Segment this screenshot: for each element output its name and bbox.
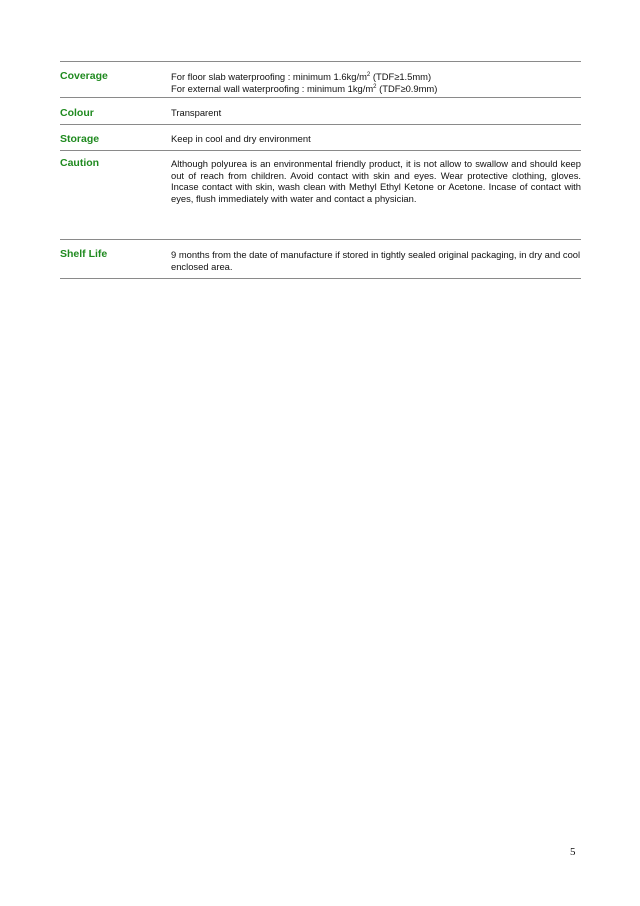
row-label-storage: Storage <box>60 133 100 145</box>
coverage-wall-text: For external wall waterproofing : minimum 1kg/m <box>171 82 374 94</box>
table-row-shelf-life <box>60 240 581 278</box>
row-label-colour: Colour <box>60 107 94 119</box>
coverage-line-floor <box>171 71 581 83</box>
coverage-floor-text: For floor slab waterproofing : minimum 1.6kg/m <box>171 71 367 82</box>
table-row-storage <box>60 125 581 150</box>
coverage-floor-thickness: (TDF≥1.5mm) <box>370 71 432 82</box>
row-value-caution: Although polyurea is an environmental friendly product, it is not allow to swallow and should keep out of reach from children. Avoid contact with skin and eyes. Wear protective clothing, gloves. Incase contact with skin, wash clean with Methyl Ethyl Ketone or Acetone. Incase of contact with eyes, flush immediately with water and contact a physician. <box>171 158 581 204</box>
row-value-storage: Keep in cool and dry environment <box>171 133 311 144</box>
row-value-coverage <box>171 70 581 97</box>
coverage-line-wall <box>171 83 581 95</box>
row-value-colour: Transparent <box>171 107 222 118</box>
row-value-shelf-life: 9 months from the date of manufacture if stored in tightly sealed original packaging, in dry and cool enclosed area. <box>171 249 581 272</box>
table-row-coverage <box>60 62 581 97</box>
table-row-colour <box>60 98 581 124</box>
row-label-coverage: Coverage <box>60 70 108 82</box>
table-bottom-rule <box>60 278 581 279</box>
row-label-caution: Caution <box>60 157 100 169</box>
table-row-caution <box>60 151 581 239</box>
coverage-wall-thickness: (TDF≥0.9mm) <box>376 82 438 94</box>
coverage-wall-unit-exponent: 2 <box>373 83 377 90</box>
specification-table <box>60 61 581 279</box>
page-number: 5 <box>570 846 576 858</box>
coverage-floor-unit-exponent: 2 <box>366 71 371 78</box>
row-label-shelf-life: Shelf Life <box>60 248 108 260</box>
